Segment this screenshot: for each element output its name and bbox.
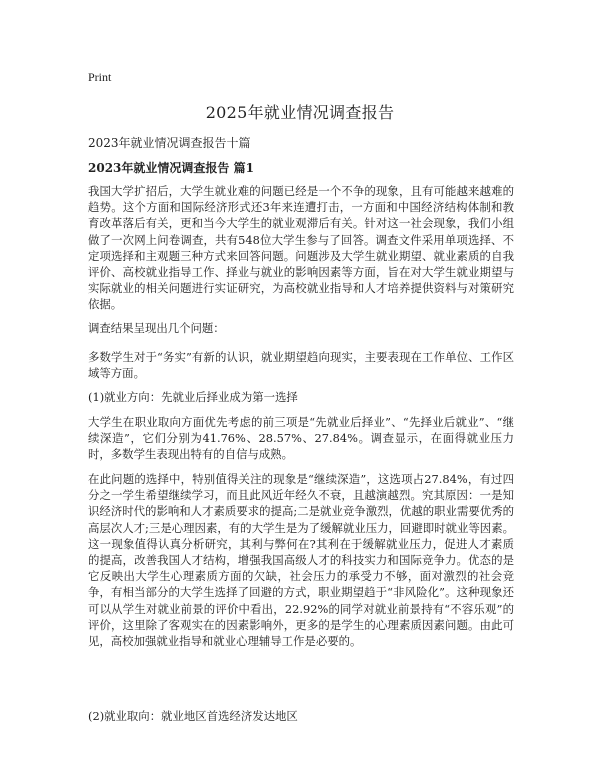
page-title: 2025年就业情况调查报告 <box>205 103 395 122</box>
paragraph-intro: 我国大学扩招后，大学生就业难的问题已经是一个不争的现象，且有可能越来越难的趋势。这个方面和国际经济形式还3年来连遭打击，一方面和中国经济结构体制和教育改革落后有关，更和当今大学生的就业观滞后有关。针对这一社会现象，我们小组做了一次网上问卷调查，共有548位大学生参与了回答。调查文件采用单项选择、不定项选择和主观题三种方式来回答问题。问题涉及大学生就业期望、就业素质的自我评价、高校就业指导工作、择业与就业的影响因素等方面，旨在对大学生就业期望与实际就业的相关问题进行实证研究，为高校就业指导和人才培养提供资料与对策研究依据。 <box>88 184 514 312</box>
paragraph-further-study: 在此问题的选择中，特别值得关注的现象是“继续深造”，这选项占27.84%，有过四分之一学生希望继续学习，而且此风近年经久不衰，且越演越烈。究其原因：一是知识经济时代的影响和人才素质要求的提高;二是就业竞争激烈，优越的职业需要优秀的高层次人才;三是心理因素，有的大学生是为了缓解就业压力，回避即时就业等因素。这一现象值得认真分析研究，其利与弊何在?其利在于缓解就业压力，促进人才素质的提高，改善我国人才结构，增强我国高级人才的科技实力和国际竞争力。优态的是它反映出大学生心理素质方面的欠缺，社会压力的承受力不够，面对激烈的社会竞争，有相当部分的大学生选择了回避的方式，职业期望趋于“非风险化”。这种现象还可以从学生对就业前景的评价中看出，22.92%的同学对就业前景持有“不容乐观”的评价，这里除了客观实在的因素影响外，更多的是学生的心理素质因素问题。由此可见，高校加强就业指导和就业心理辅导工作是必要的。 <box>88 472 514 649</box>
paragraph-pragmatism: 多数学生对于“务实”有新的认识，就业期望趋向现实，主要表现在工作单位、工作区域等方面。 <box>88 350 514 381</box>
paragraph-region-heading: (2)就业取向：就业地区首选经济发达地区 <box>88 709 298 723</box>
paragraph-direction-heading: (1)就业方向：先就业后择业成为第一选择 <box>88 390 298 404</box>
print-link[interactable]: Print <box>88 70 112 84</box>
paragraph-direction-stats: 大学生在职业取向方面优先考虑的前三项是“先就业后择业”、“先择业后就业”、“继续深造”，它们分别为41.76%、28.57%、27.84%。调查显示，在面得就业压力时，多数学生表现出特有的自信与成熟。 <box>88 415 514 462</box>
report-subtitle: 2023年就业情况调查报告十篇 <box>88 136 251 150</box>
section-heading: 2023年就业情况调查报告 篇1 <box>88 161 254 175</box>
paragraph-results-lead: 调查结果呈现出几个问题： <box>88 321 225 335</box>
